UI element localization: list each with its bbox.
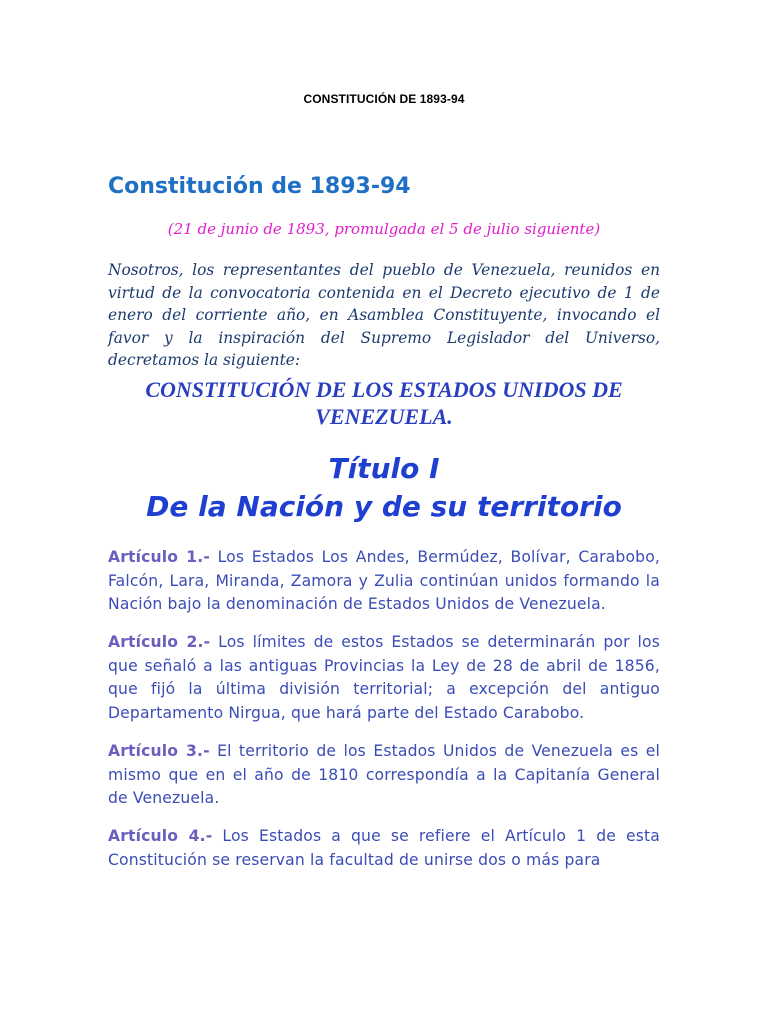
constitution-heading — [108, 376, 660, 430]
constitution-heading-line2: VENEZUELA. — [315, 404, 453, 429]
article-1 — [108, 546, 660, 617]
running-header: CONSTITUCIÓN DE 1893-94 — [303, 92, 465, 106]
article-label: Artículo 1.- — [108, 548, 210, 566]
article-label: Artículo 2.- — [108, 633, 211, 652]
titulo-name: De la Nación y de su territorio — [146, 490, 622, 523]
constitution-heading-line1: CONSTITUCIÓN DE LOS ESTADOS UNIDOS DE — [145, 377, 623, 402]
article-text: Los límites de estos Estados se determinarán por los que señaló a las antiguas Provincias la Ley de 28 de abril de 1856, que fijó la última división territorial; a excepción del antiguo Departamento Nirgua, que hará parte del Estado Carabobo. — [108, 633, 661, 723]
date-line: (21 de junio de 1893, promulgada el 5 de julio siguiente) — [167, 220, 601, 238]
preamble: Nosotros, los representantes del pueblo de Venezuela, reunidos en virtud de la convocatoria contenida en el Decreto ejecutivo de 1 de enero del corriente año, en Asamblea Constituyente, invocando el favor y la inspiración del Supremo Legislador del Universo, decretamos la siguiente: — [108, 261, 660, 369]
articles-list — [108, 546, 660, 887]
titulo-heading — [108, 450, 660, 526]
article-4 — [108, 825, 660, 872]
article-text: Los Estados Los Andes, Bermúdez, Bolívar, Carabobo, Falcón, Lara, Miranda, Zamora y Zulia continúan unidos formando la Nación bajo la denominación de Estados Unidos de Venezuela. — [108, 548, 660, 614]
article-2 — [108, 631, 660, 725]
article-text: El territorio de los Estados Unidos de Venezuela es el mismo que en el año de 1810 correspondía a la Capitanía General de Venezuela. — [108, 742, 660, 808]
article-text: Los Estados a que se refiere el Artículo 1 de esta Constitución se reservan la facultad de unirse dos o más para — [108, 827, 661, 870]
article-3 — [108, 740, 660, 811]
document-title: Constitución de 1893-94 — [108, 174, 411, 199]
article-label: Artículo 3.- — [108, 742, 210, 761]
titulo-number: Título I — [328, 452, 440, 485]
article-label: Artículo 4.- — [108, 827, 213, 846]
